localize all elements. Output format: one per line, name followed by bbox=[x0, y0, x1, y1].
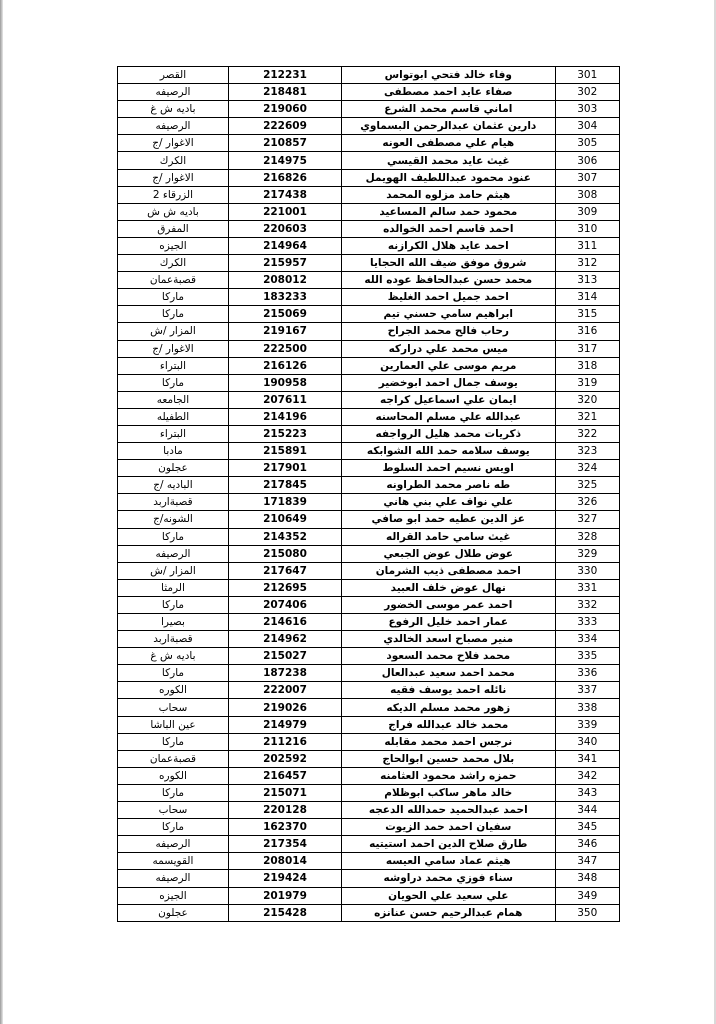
id-cell: 208014 bbox=[228, 853, 341, 870]
serial-number-cell: 341 bbox=[555, 750, 620, 767]
serial-number-cell: 312 bbox=[555, 255, 620, 272]
table-row bbox=[118, 648, 620, 665]
id-cell: 214352 bbox=[228, 528, 341, 545]
serial-number-cell: 301 bbox=[555, 67, 620, 84]
region-cell: باديه ش غ bbox=[118, 648, 229, 665]
table-row bbox=[118, 802, 620, 819]
region-cell: الزرقاء 2 bbox=[118, 186, 229, 203]
name-cell: طارق صلاح الدين احمد استيتيه bbox=[342, 836, 555, 853]
table-row bbox=[118, 272, 620, 289]
serial-number-cell: 304 bbox=[555, 118, 620, 135]
table-row bbox=[118, 767, 620, 784]
id-cell: 215957 bbox=[228, 255, 341, 272]
id-cell: 217901 bbox=[228, 460, 341, 477]
id-cell: 207406 bbox=[228, 596, 341, 613]
name-cell: يوسف جمال احمد ابوخضير bbox=[342, 374, 555, 391]
name-cell: عز الدين عطيه حمد ابو صافي bbox=[342, 511, 555, 528]
table-row bbox=[118, 750, 620, 767]
region-cell: باديه ش ش bbox=[118, 203, 229, 220]
serial-number-cell: 323 bbox=[555, 443, 620, 460]
table-row bbox=[118, 101, 620, 118]
id-cell: 208012 bbox=[228, 272, 341, 289]
id-cell: 212695 bbox=[228, 579, 341, 596]
region-cell: الطفيله bbox=[118, 408, 229, 425]
name-cell: اويس نسيم احمد السلوط bbox=[342, 460, 555, 477]
serial-number-cell: 310 bbox=[555, 220, 620, 237]
table-row bbox=[118, 203, 620, 220]
region-cell: الجيزه bbox=[118, 887, 229, 904]
name-cell: بلال محمد حسين ابوالحاج bbox=[342, 750, 555, 767]
region-cell: الجامعه bbox=[118, 391, 229, 408]
id-cell: 222007 bbox=[228, 682, 341, 699]
id-cell: 214964 bbox=[228, 237, 341, 254]
name-cell: علي نواف علي بني هاني bbox=[342, 494, 555, 511]
id-cell: 219167 bbox=[228, 323, 341, 340]
page-edge-shadow bbox=[0, 0, 3, 1024]
id-cell: 219424 bbox=[228, 870, 341, 887]
region-cell: ماركا bbox=[118, 819, 229, 836]
table-row bbox=[118, 511, 620, 528]
serial-number-cell: 322 bbox=[555, 425, 620, 442]
serial-number-cell: 302 bbox=[555, 84, 620, 101]
table-row bbox=[118, 186, 620, 203]
region-cell: الشونه/ج bbox=[118, 511, 229, 528]
roster-table-body bbox=[118, 67, 620, 922]
table-row bbox=[118, 819, 620, 836]
name-cell: احمد عمر موسى الخضور bbox=[342, 596, 555, 613]
name-cell: دارين عثمان عبدالرحمن البسماوي bbox=[342, 118, 555, 135]
table-row bbox=[118, 579, 620, 596]
table-row bbox=[118, 887, 620, 904]
id-cell: 217647 bbox=[228, 562, 341, 579]
serial-number-cell: 342 bbox=[555, 767, 620, 784]
serial-number-cell: 343 bbox=[555, 784, 620, 801]
roster-table bbox=[117, 66, 620, 922]
name-cell: هيثم حامد مزلوه المحمد bbox=[342, 186, 555, 203]
id-cell: 210649 bbox=[228, 511, 341, 528]
table-row bbox=[118, 596, 620, 613]
name-cell: زهور محمد مسلم الديكه bbox=[342, 699, 555, 716]
id-cell: 222500 bbox=[228, 340, 341, 357]
serial-number-cell: 337 bbox=[555, 682, 620, 699]
id-cell: 220603 bbox=[228, 220, 341, 237]
name-cell: هيام علي مصطفى العونه bbox=[342, 135, 555, 152]
region-cell: قصبةاربد bbox=[118, 494, 229, 511]
serial-number-cell: 314 bbox=[555, 289, 620, 306]
name-cell: احمد مصطفى ذيب الشرمان bbox=[342, 562, 555, 579]
serial-number-cell: 335 bbox=[555, 648, 620, 665]
region-cell: الرصيفه bbox=[118, 118, 229, 135]
id-cell: 217845 bbox=[228, 477, 341, 494]
id-cell: 214196 bbox=[228, 408, 341, 425]
serial-number-cell: 344 bbox=[555, 802, 620, 819]
serial-number-cell: 317 bbox=[555, 340, 620, 357]
name-cell: احمد قاسم احمد الخوالده bbox=[342, 220, 555, 237]
serial-number-cell: 339 bbox=[555, 716, 620, 733]
id-cell: 187238 bbox=[228, 665, 341, 682]
id-cell: 216457 bbox=[228, 767, 341, 784]
name-cell: سفيان احمد حمد الزيوت bbox=[342, 819, 555, 836]
region-cell: الكرك bbox=[118, 152, 229, 169]
region-cell: الاغوار /ج bbox=[118, 169, 229, 186]
region-cell: القويسمه bbox=[118, 853, 229, 870]
table-row bbox=[118, 631, 620, 648]
name-cell: حمزه راشد محمود العثامنه bbox=[342, 767, 555, 784]
name-cell: عبدالله علي مسلم المحاسنه bbox=[342, 408, 555, 425]
serial-number-cell: 350 bbox=[555, 904, 620, 921]
serial-number-cell: 307 bbox=[555, 169, 620, 186]
region-cell: المزار /ش bbox=[118, 562, 229, 579]
region-cell: المزار /ش bbox=[118, 323, 229, 340]
serial-number-cell: 327 bbox=[555, 511, 620, 528]
table-row bbox=[118, 665, 620, 682]
name-cell: يوسف سلامه حمد الله الشوابكه bbox=[342, 443, 555, 460]
name-cell: وفاء خالد فتحي ابوتواس bbox=[342, 67, 555, 84]
table-row bbox=[118, 836, 620, 853]
serial-number-cell: 345 bbox=[555, 819, 620, 836]
id-cell: 222609 bbox=[228, 118, 341, 135]
table-row bbox=[118, 477, 620, 494]
name-cell: اماني قاسم محمد الشرع bbox=[342, 101, 555, 118]
region-cell: بصيرا bbox=[118, 614, 229, 631]
serial-number-cell: 332 bbox=[555, 596, 620, 613]
table-row bbox=[118, 118, 620, 135]
region-cell: المفرق bbox=[118, 220, 229, 237]
id-cell: 219026 bbox=[228, 699, 341, 716]
table-row bbox=[118, 460, 620, 477]
name-cell: شروق موفق ضيف الله الحجايا bbox=[342, 255, 555, 272]
table-row bbox=[118, 716, 620, 733]
id-cell: 183233 bbox=[228, 289, 341, 306]
region-cell: الاغوار /ج bbox=[118, 340, 229, 357]
table-row bbox=[118, 220, 620, 237]
table-row bbox=[118, 84, 620, 101]
serial-number-cell: 320 bbox=[555, 391, 620, 408]
region-cell: باديه ش غ bbox=[118, 101, 229, 118]
name-cell: غيث سامي حامد القراله bbox=[342, 528, 555, 545]
region-cell: ماركا bbox=[118, 733, 229, 750]
id-cell: 215223 bbox=[228, 425, 341, 442]
name-cell: محمود حمد سالم المساعيد bbox=[342, 203, 555, 220]
serial-number-cell: 334 bbox=[555, 631, 620, 648]
table-row bbox=[118, 528, 620, 545]
region-cell: قصبةعمان bbox=[118, 272, 229, 289]
name-cell: منير مصباح اسعد الخالدي bbox=[342, 631, 555, 648]
region-cell: مادبا bbox=[118, 443, 229, 460]
table-row bbox=[118, 374, 620, 391]
region-cell: سحاب bbox=[118, 802, 229, 819]
name-cell: ميس محمد علي دراركه bbox=[342, 340, 555, 357]
serial-number-cell: 315 bbox=[555, 306, 620, 323]
serial-number-cell: 338 bbox=[555, 699, 620, 716]
name-cell: سناء فوزي محمد دراوشه bbox=[342, 870, 555, 887]
id-cell: 216126 bbox=[228, 357, 341, 374]
id-cell: 201979 bbox=[228, 887, 341, 904]
region-cell: البتراء bbox=[118, 357, 229, 374]
serial-number-cell: 311 bbox=[555, 237, 620, 254]
table-row bbox=[118, 391, 620, 408]
table-row bbox=[118, 699, 620, 716]
name-cell: غيث عايد محمد القيسي bbox=[342, 152, 555, 169]
serial-number-cell: 316 bbox=[555, 323, 620, 340]
table-row bbox=[118, 340, 620, 357]
id-cell: 207611 bbox=[228, 391, 341, 408]
name-cell: احمد عايد هلال الكرازنه bbox=[342, 237, 555, 254]
name-cell: احمد عبدالحميد حمدالله الدعجه bbox=[342, 802, 555, 819]
region-cell: قصبةعمان bbox=[118, 750, 229, 767]
name-cell: هيثم عماد سامي العيسه bbox=[342, 853, 555, 870]
id-cell: 219060 bbox=[228, 101, 341, 118]
name-cell: عوض طلال عوض الجبعي bbox=[342, 545, 555, 562]
table-row bbox=[118, 494, 620, 511]
name-cell: ايمان علي اسماعيل كراجه bbox=[342, 391, 555, 408]
name-cell: محمد فلاح محمد السعود bbox=[342, 648, 555, 665]
region-cell: ماركا bbox=[118, 784, 229, 801]
serial-number-cell: 333 bbox=[555, 614, 620, 631]
serial-number-cell: 305 bbox=[555, 135, 620, 152]
id-cell: 210857 bbox=[228, 135, 341, 152]
region-cell: البتراء bbox=[118, 425, 229, 442]
serial-number-cell: 325 bbox=[555, 477, 620, 494]
name-cell: محمد احمد سعيد عبدالعال bbox=[342, 665, 555, 682]
region-cell: الباديه /ج bbox=[118, 477, 229, 494]
table-row bbox=[118, 135, 620, 152]
id-cell: 217438 bbox=[228, 186, 341, 203]
name-cell: محمد خالد عبدالله فراج bbox=[342, 716, 555, 733]
id-cell: 216826 bbox=[228, 169, 341, 186]
name-cell: رحاب فالح محمد الجراح bbox=[342, 323, 555, 340]
serial-number-cell: 306 bbox=[555, 152, 620, 169]
region-cell: ماركا bbox=[118, 374, 229, 391]
id-cell: 215080 bbox=[228, 545, 341, 562]
region-cell: القصر bbox=[118, 67, 229, 84]
region-cell: الكوره bbox=[118, 682, 229, 699]
region-cell: ماركا bbox=[118, 528, 229, 545]
id-cell: 162370 bbox=[228, 819, 341, 836]
serial-number-cell: 308 bbox=[555, 186, 620, 203]
id-cell: 190958 bbox=[228, 374, 341, 391]
name-cell: علي سعيد علي الحويان bbox=[342, 887, 555, 904]
name-cell: خالد ماهر ساكب ابوظلام bbox=[342, 784, 555, 801]
id-cell: 214975 bbox=[228, 152, 341, 169]
region-cell: الرمثا bbox=[118, 579, 229, 596]
id-cell: 214962 bbox=[228, 631, 341, 648]
serial-number-cell: 321 bbox=[555, 408, 620, 425]
serial-number-cell: 309 bbox=[555, 203, 620, 220]
table-row bbox=[118, 733, 620, 750]
name-cell: مريم موسى علي العمارين bbox=[342, 357, 555, 374]
serial-number-cell: 318 bbox=[555, 357, 620, 374]
id-cell: 217354 bbox=[228, 836, 341, 853]
name-cell: نائله احمد يوسف فقيه bbox=[342, 682, 555, 699]
id-cell: 214979 bbox=[228, 716, 341, 733]
table-row bbox=[118, 443, 620, 460]
serial-number-cell: 326 bbox=[555, 494, 620, 511]
serial-number-cell: 331 bbox=[555, 579, 620, 596]
region-cell: الكوره bbox=[118, 767, 229, 784]
table-row bbox=[118, 357, 620, 374]
table-row bbox=[118, 904, 620, 921]
name-cell: ابراهيم سامي حسني تيم bbox=[342, 306, 555, 323]
region-cell: الرصيفه bbox=[118, 545, 229, 562]
region-cell: عين الباشا bbox=[118, 716, 229, 733]
region-cell: قصبةاربد bbox=[118, 631, 229, 648]
table-row bbox=[118, 870, 620, 887]
id-cell: 218481 bbox=[228, 84, 341, 101]
id-cell: 202592 bbox=[228, 750, 341, 767]
serial-number-cell: 347 bbox=[555, 853, 620, 870]
serial-number-cell: 313 bbox=[555, 272, 620, 289]
table-row bbox=[118, 237, 620, 254]
serial-number-cell: 340 bbox=[555, 733, 620, 750]
region-cell: ماركا bbox=[118, 596, 229, 613]
id-cell: 215071 bbox=[228, 784, 341, 801]
serial-number-cell: 348 bbox=[555, 870, 620, 887]
name-cell: صفاء عايد احمد مصطفى bbox=[342, 84, 555, 101]
name-cell: همام عبدالرحيم حسن عنانزه bbox=[342, 904, 555, 921]
name-cell: محمد حسن عبدالحافظ عوده الله bbox=[342, 272, 555, 289]
table-row bbox=[118, 306, 620, 323]
region-cell: الجيزه bbox=[118, 237, 229, 254]
serial-number-cell: 328 bbox=[555, 528, 620, 545]
id-cell: 220128 bbox=[228, 802, 341, 819]
table-row bbox=[118, 323, 620, 340]
table-row bbox=[118, 562, 620, 579]
serial-number-cell: 319 bbox=[555, 374, 620, 391]
id-cell: 211216 bbox=[228, 733, 341, 750]
serial-number-cell: 346 bbox=[555, 836, 620, 853]
name-cell: نرجس احمد محمد مقابله bbox=[342, 733, 555, 750]
table-row bbox=[118, 289, 620, 306]
name-cell: ذكريات محمد هليل الرواجفه bbox=[342, 425, 555, 442]
name-cell: نهال عوض خلف العبيد bbox=[342, 579, 555, 596]
id-cell: 171839 bbox=[228, 494, 341, 511]
id-cell: 214616 bbox=[228, 614, 341, 631]
id-cell: 215891 bbox=[228, 443, 341, 460]
table-row bbox=[118, 853, 620, 870]
serial-number-cell: 324 bbox=[555, 460, 620, 477]
name-cell: عمار احمد خليل الرفوع bbox=[342, 614, 555, 631]
table-row bbox=[118, 169, 620, 186]
region-cell: الرصيفه bbox=[118, 870, 229, 887]
region-cell: الرصيفه bbox=[118, 84, 229, 101]
region-cell: الكرك bbox=[118, 255, 229, 272]
table-row bbox=[118, 255, 620, 272]
serial-number-cell: 329 bbox=[555, 545, 620, 562]
serial-number-cell: 303 bbox=[555, 101, 620, 118]
table-row bbox=[118, 152, 620, 169]
region-cell: ماركا bbox=[118, 665, 229, 682]
region-cell: عجلون bbox=[118, 904, 229, 921]
id-cell: 215027 bbox=[228, 648, 341, 665]
table-row bbox=[118, 408, 620, 425]
id-cell: 221001 bbox=[228, 203, 341, 220]
id-cell: 215069 bbox=[228, 306, 341, 323]
id-cell: 215428 bbox=[228, 904, 341, 921]
table-row bbox=[118, 67, 620, 84]
table-row bbox=[118, 425, 620, 442]
name-cell: احمد جميل احمد الغليظ bbox=[342, 289, 555, 306]
name-cell: عنود محمود عبداللطيف الهويمل bbox=[342, 169, 555, 186]
table-row bbox=[118, 682, 620, 699]
region-cell: الاغوار /ج bbox=[118, 135, 229, 152]
region-cell: سحاب bbox=[118, 699, 229, 716]
table-row bbox=[118, 784, 620, 801]
name-cell: طه ناصر محمد الطراونه bbox=[342, 477, 555, 494]
serial-number-cell: 330 bbox=[555, 562, 620, 579]
region-cell: عجلون bbox=[118, 460, 229, 477]
region-cell: الرصيفه bbox=[118, 836, 229, 853]
serial-number-cell: 349 bbox=[555, 887, 620, 904]
table-row bbox=[118, 614, 620, 631]
table-row bbox=[118, 545, 620, 562]
serial-number-cell: 336 bbox=[555, 665, 620, 682]
region-cell: ماركا bbox=[118, 306, 229, 323]
id-cell: 212231 bbox=[228, 67, 341, 84]
region-cell: ماركا bbox=[118, 289, 229, 306]
